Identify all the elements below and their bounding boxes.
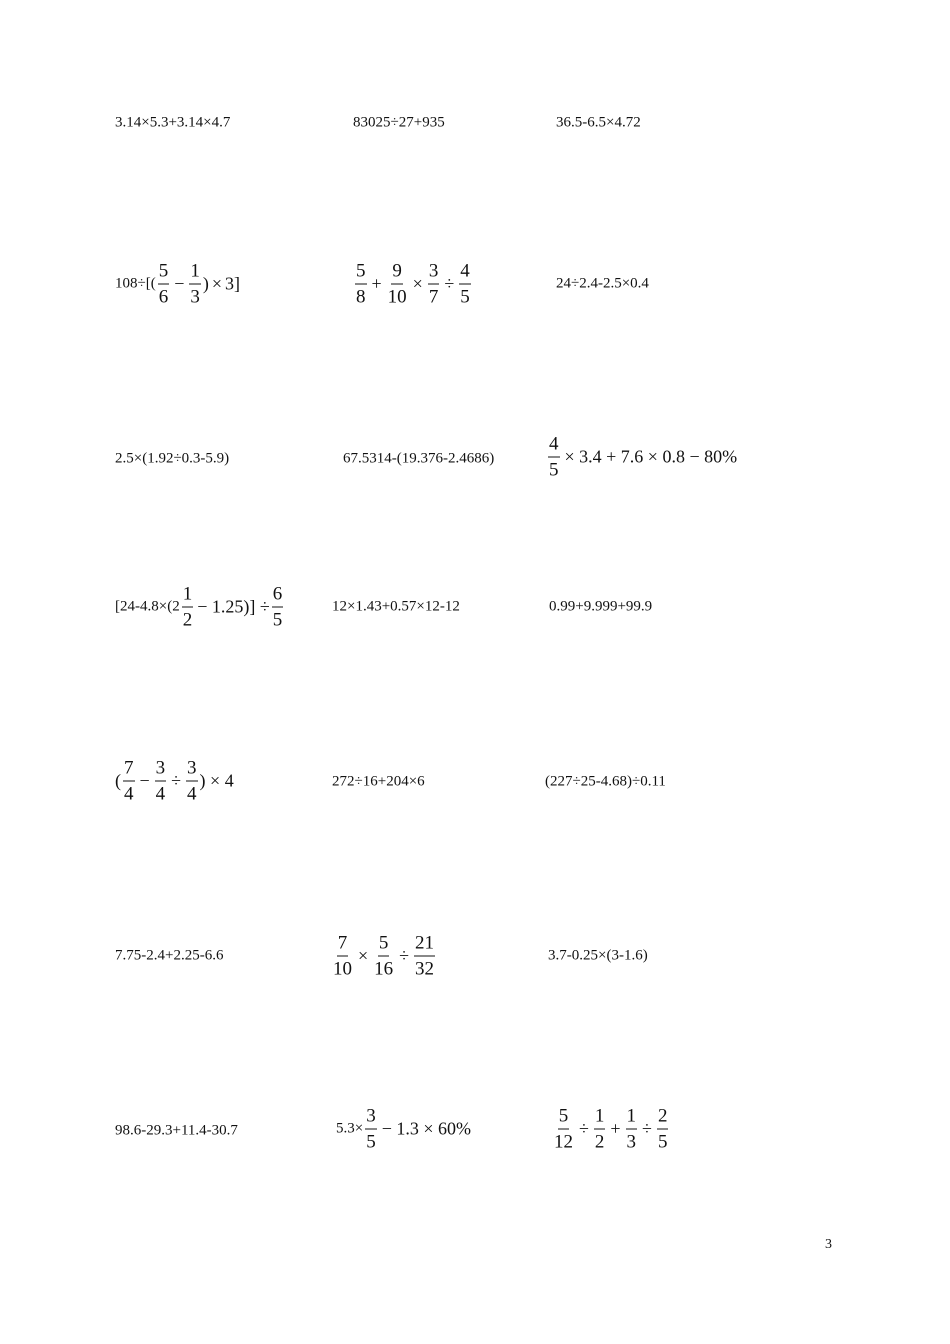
expression-2: 83025÷27+935 [353, 114, 445, 131]
expression-10: [24-4.8×(2 $\frac{1}{2}$ − 1.25)] ÷ $\frac{6}{5}$ [115, 583, 283, 631]
fraction: $\frac{3}{4}$ [187, 757, 197, 805]
expression-12: 0.99+9.999+99.9 [549, 598, 653, 615]
expression-18: 3.7-0.25×(3-1.6) [548, 947, 648, 964]
page-number: 3 [825, 1237, 832, 1252]
fraction: $\frac{7}{4}$ [124, 757, 134, 805]
fraction: $\frac{21}{32}$ [415, 932, 435, 980]
expression-6: 24÷2.4-2.5×0.4 [556, 275, 649, 292]
fraction: $\frac{4}{5}$ [549, 433, 559, 481]
fraction: $\frac{5}{8}$ [356, 260, 366, 308]
expression-20: 5.3× $\frac{3}{5}$ − 1.3 × 60% [336, 1105, 472, 1153]
expression-14: 272÷16+204×6 [332, 773, 425, 790]
expression-3: 36.5-6.5×4.72 [556, 114, 641, 131]
fraction: $\frac{1}{3}$ [626, 1105, 637, 1153]
expression-4: 108÷[( $\frac{5}{6}$ − $\frac{1}{3}$ ) × 3] [115, 260, 241, 308]
fraction: $\frac{4}{5}$ [460, 260, 470, 308]
fraction: $\frac{3}{4}$ [155, 757, 166, 805]
expression-15: (227÷25-4.68)÷0.11 [545, 773, 666, 790]
fraction: $\frac{1}{2}$ [182, 583, 193, 631]
fraction: $\frac{3}{7}$ [428, 260, 439, 308]
expression-9: $\frac{4}{5}$ × 3.4 + 7.6 × 0.8 − 80% [549, 433, 738, 481]
expression-8: 67.5314-(19.376-2.4686) [343, 450, 495, 467]
fraction: $\frac{3}{5}$ [366, 1105, 376, 1153]
fraction: $\frac{9}{10}$ [387, 260, 407, 308]
fraction: $\frac{1}{2}$ [594, 1105, 605, 1153]
expression-19: 98.6-29.3+11.4-30.7 [115, 1122, 238, 1139]
fraction: $\frac{2}{5}$ [657, 1105, 668, 1153]
fraction: $\frac{6}{5}$ [272, 583, 283, 631]
fraction: $\frac{5}{6}$ [158, 260, 169, 308]
expression-11: 12×1.43+0.57×12-12 [332, 598, 460, 615]
expression-16: 7.75-2.4+2.25-6.6 [115, 947, 224, 964]
expression-13: ( $\frac{7}{4}$ − $\frac{3}{4}$ ÷ $\frac{3}{4}$ ) × 4 [115, 757, 234, 805]
expression-1: 3.14×5.3+3.14×4.7 [115, 114, 231, 131]
expression-7: 2.5×(1.92÷0.3-5.9) [115, 450, 230, 467]
expression-5: $\frac{5}{8}$ + $\frac{9}{10}$ × $\frac{3}{7}$ ÷ $\frac{4}{5}$ [356, 260, 470, 308]
expression-17: $\frac{7}{10}$ × $\frac{5}{16}$ ÷ $\frac{21}{32}$ [333, 932, 435, 980]
fraction: $\frac{5}{12}$ [554, 1105, 573, 1153]
fraction: $\frac{7}{10}$ [333, 932, 352, 980]
fraction: $\frac{5}{16}$ [374, 932, 394, 980]
expression-21: $\frac{5}{12}$ ÷ $\frac{1}{2}$ + $\frac{1}{3}$ ÷ $\frac{2}{5}$ [554, 1105, 668, 1153]
fraction: $\frac{1}{3}$ [190, 260, 200, 308]
